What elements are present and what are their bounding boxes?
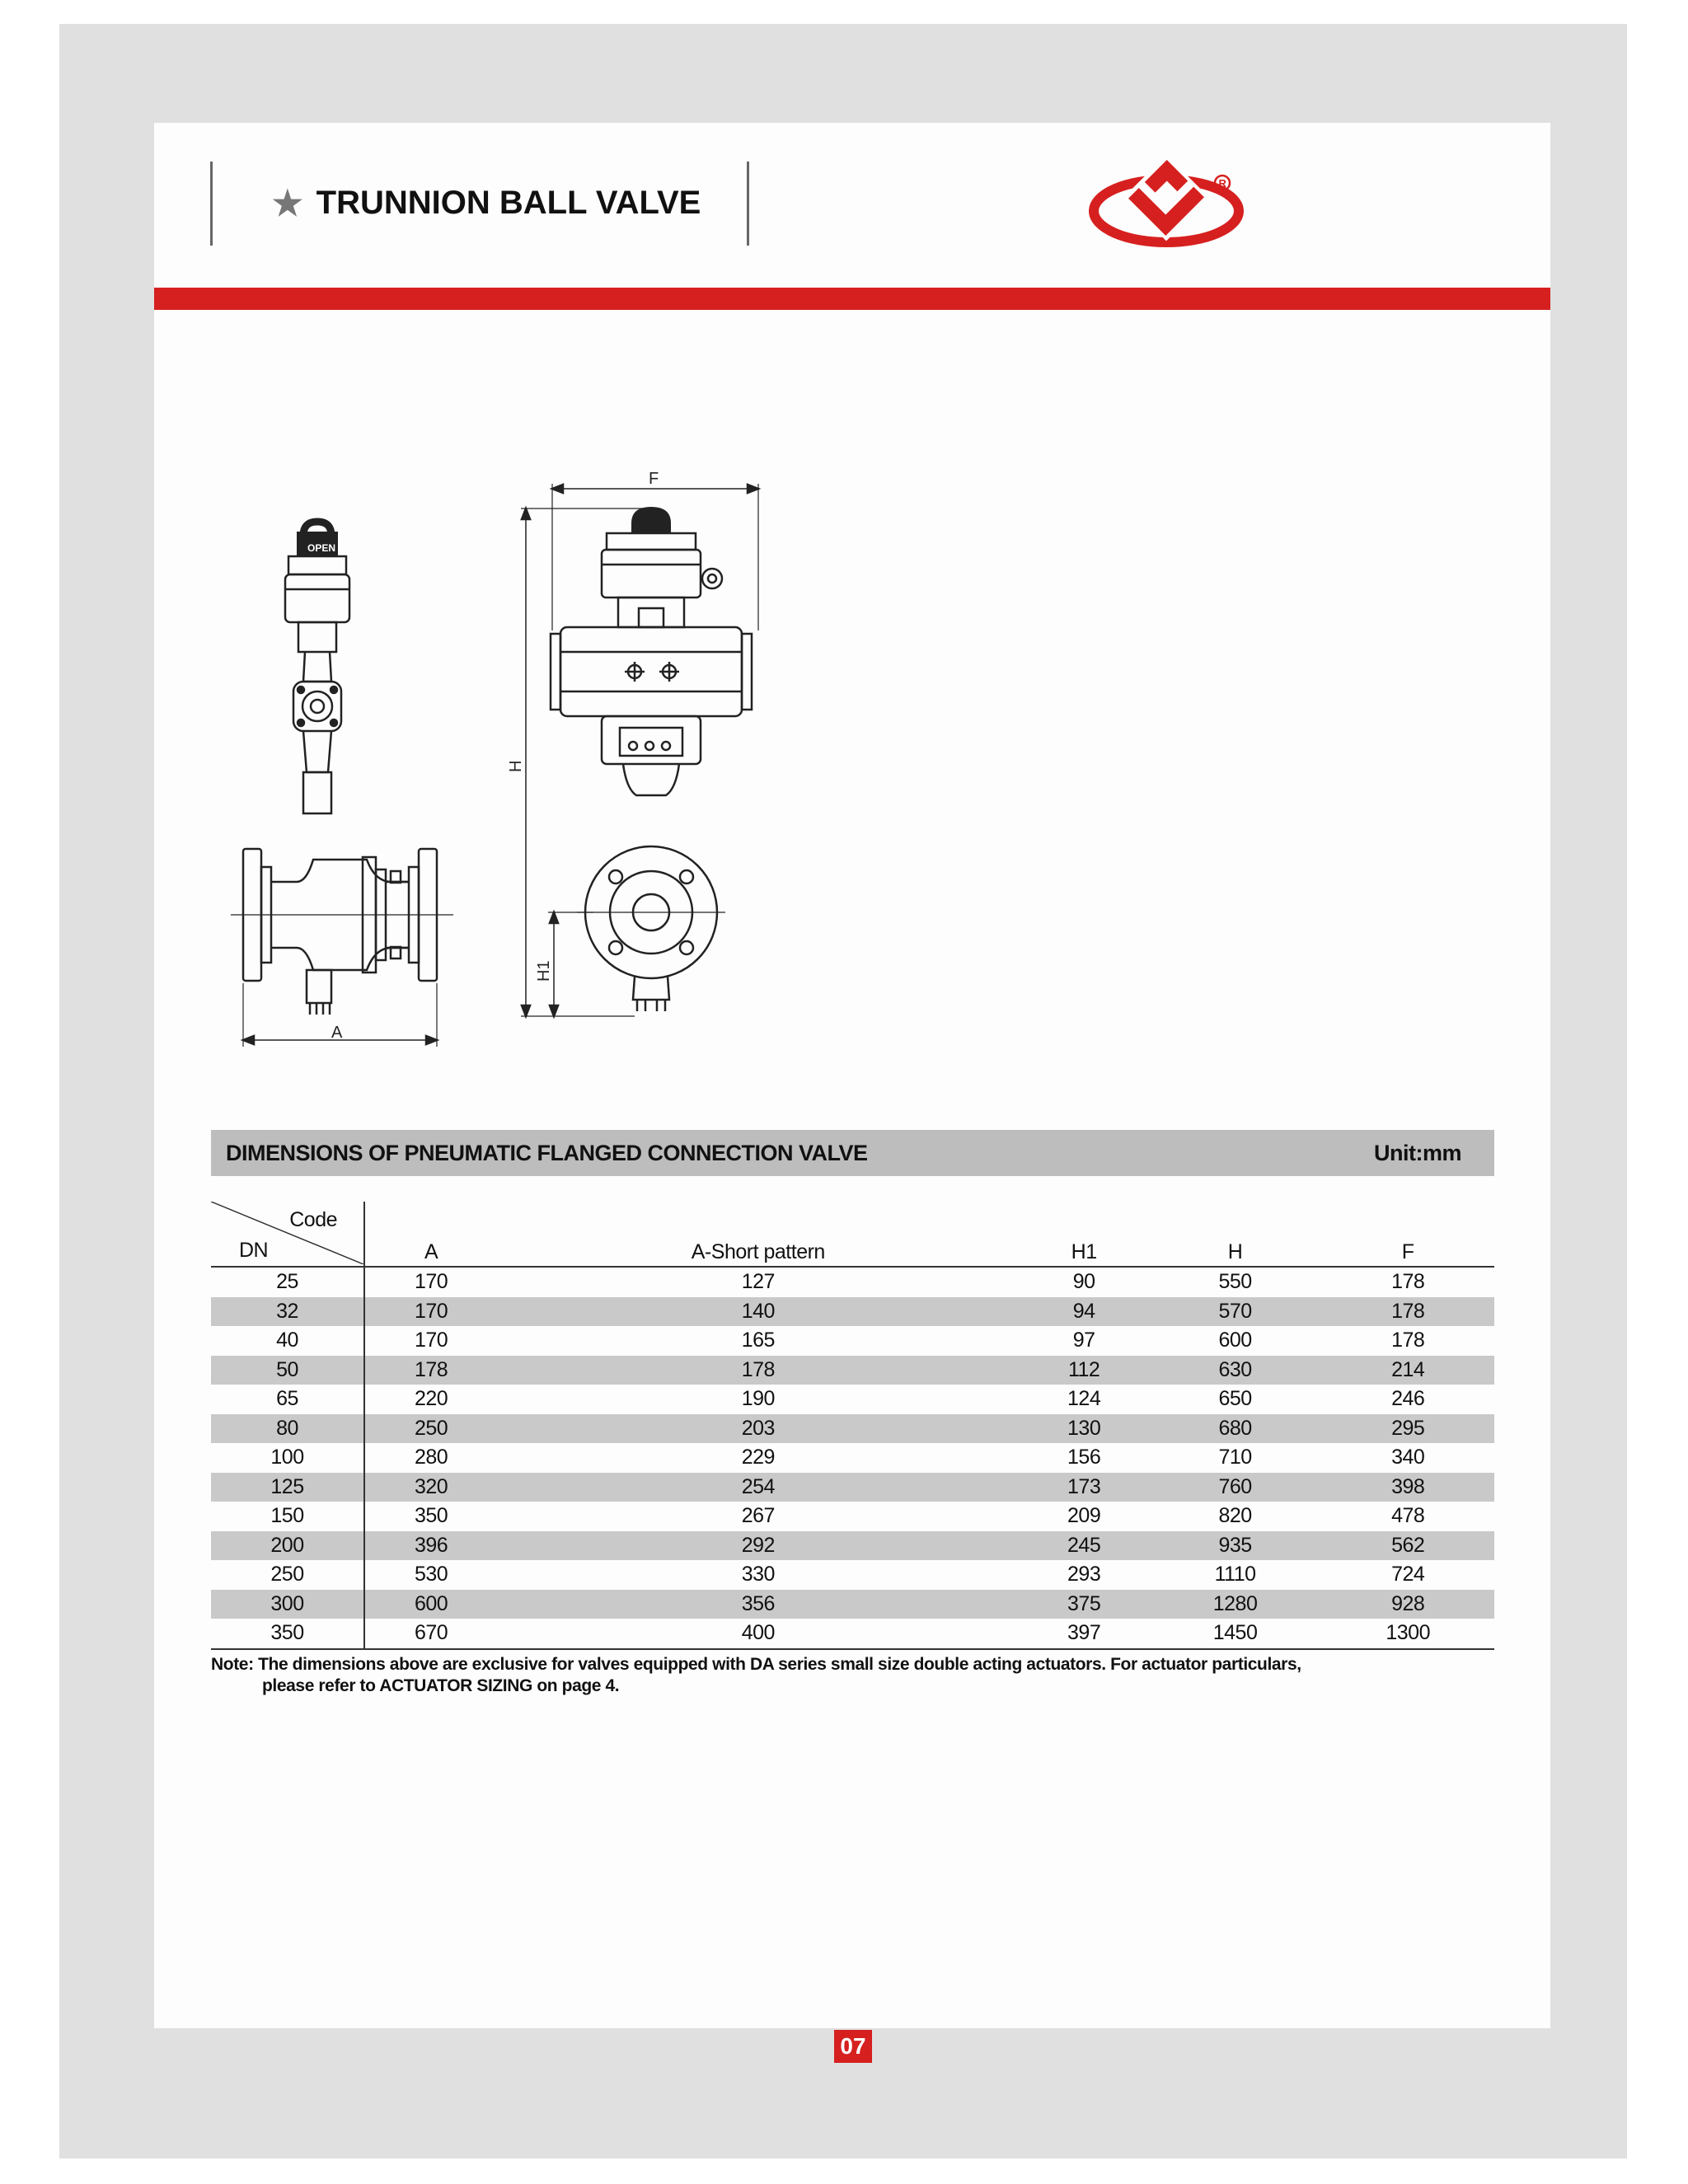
value-cell: 600 [1218,1329,1252,1352]
dn-cell: 65 [211,1385,364,1414]
table-row [211,1473,1494,1502]
valve-technical-drawing [214,466,791,1059]
value-cell: 97 [1072,1329,1095,1352]
value-cell: 246 [1391,1387,1425,1411]
table-row [211,1385,1494,1414]
value-cell: 170 [414,1299,448,1323]
value-cell: 214 [1391,1357,1425,1381]
value-cell: 1450 [1212,1621,1258,1645]
column-header: H [1227,1240,1243,1263]
value-cell: 1110 [1214,1563,1256,1586]
value-cell: 220 [414,1387,448,1411]
dimension-label-h: H [507,760,525,772]
value-cell: 1300 [1386,1621,1430,1645]
note-line-2: please refer to ACTUATOR SIZING on page 4. [262,1676,620,1695]
value-cell: 140 [741,1299,775,1323]
column-header: A [424,1240,438,1263]
value-cell: 209 [1067,1504,1101,1528]
table-body [211,1267,1494,1649]
table-heading: DIMENSIONS OF PNEUMATIC FLANGED CONNECTION VALVE [226,1140,868,1165]
value-cell: 398 [1391,1474,1425,1498]
value-cell: 178 [414,1357,448,1381]
value-cell: 680 [1218,1416,1252,1440]
value-cell: 760 [1218,1474,1252,1498]
header-red-bar [154,288,1550,310]
value-cell: 112 [1067,1357,1100,1381]
dn-cell: 50 [211,1356,364,1385]
dimension-label-a: A [331,1024,343,1042]
corner-header-cell [211,1202,364,1267]
column-header: H1 [1071,1240,1097,1263]
value-cell: 820 [1218,1504,1252,1528]
dn-cell: 40 [211,1326,364,1356]
column-header: F [1401,1240,1414,1263]
value-cell: 124 [1067,1387,1101,1411]
value-cell: 127 [741,1270,775,1294]
value-cell: 170 [414,1329,448,1352]
dn-cell: 125 [211,1473,364,1502]
table-row [211,1414,1494,1444]
value-cell: 292 [741,1533,775,1557]
title-divider-left [210,162,213,246]
table-row [211,1560,1494,1590]
dn-cell: 100 [211,1443,364,1473]
value-cell: 254 [741,1474,775,1498]
value-cell: 396 [414,1533,448,1557]
page-title [272,183,701,223]
dn-cell: 32 [211,1297,364,1327]
value-cell: 250 [414,1416,448,1440]
value-cell: 600 [414,1591,448,1615]
dimensions-table [211,1202,1494,1650]
dn-cell: 150 [211,1502,364,1531]
value-cell: 190 [741,1387,775,1411]
dimension-label-h1: H1 [535,960,553,982]
column-header: A-Short pattern [691,1240,825,1263]
value-cell: 400 [741,1621,775,1645]
value-cell: 178 [1391,1299,1425,1323]
value-cell: 1280 [1212,1591,1258,1615]
value-cell: 478 [1391,1504,1425,1528]
page-number: 07 [834,2030,872,2063]
value-cell: 340 [1391,1446,1425,1469]
table-header-row [211,1202,1494,1267]
corner-code-label: Code [289,1208,337,1231]
value-cell: 130 [1067,1416,1101,1440]
value-cell: 320 [414,1474,448,1498]
drawing-open-label: OPEN [307,542,336,554]
valve-front-view [521,484,758,1016]
value-cell: 267 [741,1504,775,1528]
value-cell: 330 [741,1563,775,1586]
table-row [211,1590,1494,1619]
value-cell: 173 [1067,1474,1101,1498]
dn-cell: 80 [211,1414,364,1444]
catalog-sheet [154,123,1550,2028]
table-row [211,1356,1494,1385]
table-row [211,1531,1494,1561]
page-title-text: TRUNNION BALL VALVE [316,185,701,221]
value-cell: 935 [1218,1533,1252,1557]
dn-cell: 25 [211,1267,364,1297]
value-cell: 397 [1067,1621,1101,1645]
value-cell: 375 [1067,1591,1101,1615]
table-unit: Unit:mm [1374,1140,1461,1165]
valve-side-view [231,522,453,1047]
value-cell: 710 [1218,1446,1252,1469]
table-row [211,1443,1494,1473]
value-cell: 562 [1391,1533,1425,1557]
value-cell: 570 [1218,1299,1252,1323]
value-cell: 178 [1391,1270,1425,1294]
value-cell: 203 [741,1416,775,1440]
value-cell: 280 [414,1446,448,1469]
value-cell: 94 [1072,1299,1095,1323]
value-cell: 356 [741,1591,775,1615]
value-cell: 928 [1391,1591,1425,1615]
table-row [211,1619,1494,1649]
dn-cell: 350 [211,1619,364,1649]
value-cell: 550 [1218,1270,1252,1294]
table-note [211,1654,1301,1697]
value-cell: 156 [1067,1446,1101,1469]
value-cell: 178 [1391,1329,1425,1352]
svg-text:R: R [1218,177,1226,190]
dn-cell: 300 [211,1590,364,1619]
value-cell: 530 [414,1563,448,1586]
table-heading-bar [211,1130,1494,1176]
table-row [211,1502,1494,1531]
value-cell: 670 [414,1621,448,1645]
value-cell: 170 [414,1270,448,1294]
diagonal-divider [211,1202,363,1264]
company-logo [1088,147,1253,258]
value-cell: 724 [1391,1563,1425,1586]
table-row [211,1297,1494,1327]
value-cell: 165 [741,1329,775,1352]
title-divider-right [747,162,749,246]
table-row [211,1267,1494,1297]
value-cell: 630 [1218,1357,1252,1381]
star-icon: ★ [272,184,303,223]
dimension-label-f: F [649,470,659,488]
value-cell: 350 [414,1504,448,1528]
value-cell: 650 [1218,1387,1252,1411]
dn-cell: 250 [211,1560,364,1590]
value-cell: 245 [1067,1533,1101,1557]
value-cell: 293 [1067,1563,1101,1586]
value-cell: 90 [1072,1270,1095,1294]
corner-dn-label: DN [239,1239,269,1262]
value-cell: 295 [1391,1416,1425,1440]
value-cell: 229 [741,1446,775,1469]
value-cell: 178 [741,1357,775,1381]
dn-cell: 200 [211,1531,364,1561]
note-line-1: Note: The dimensions above are exclusive for valves equipped with DA series small size double acting actuators. For actuator particulars, [211,1655,1301,1674]
table-row [211,1326,1494,1356]
